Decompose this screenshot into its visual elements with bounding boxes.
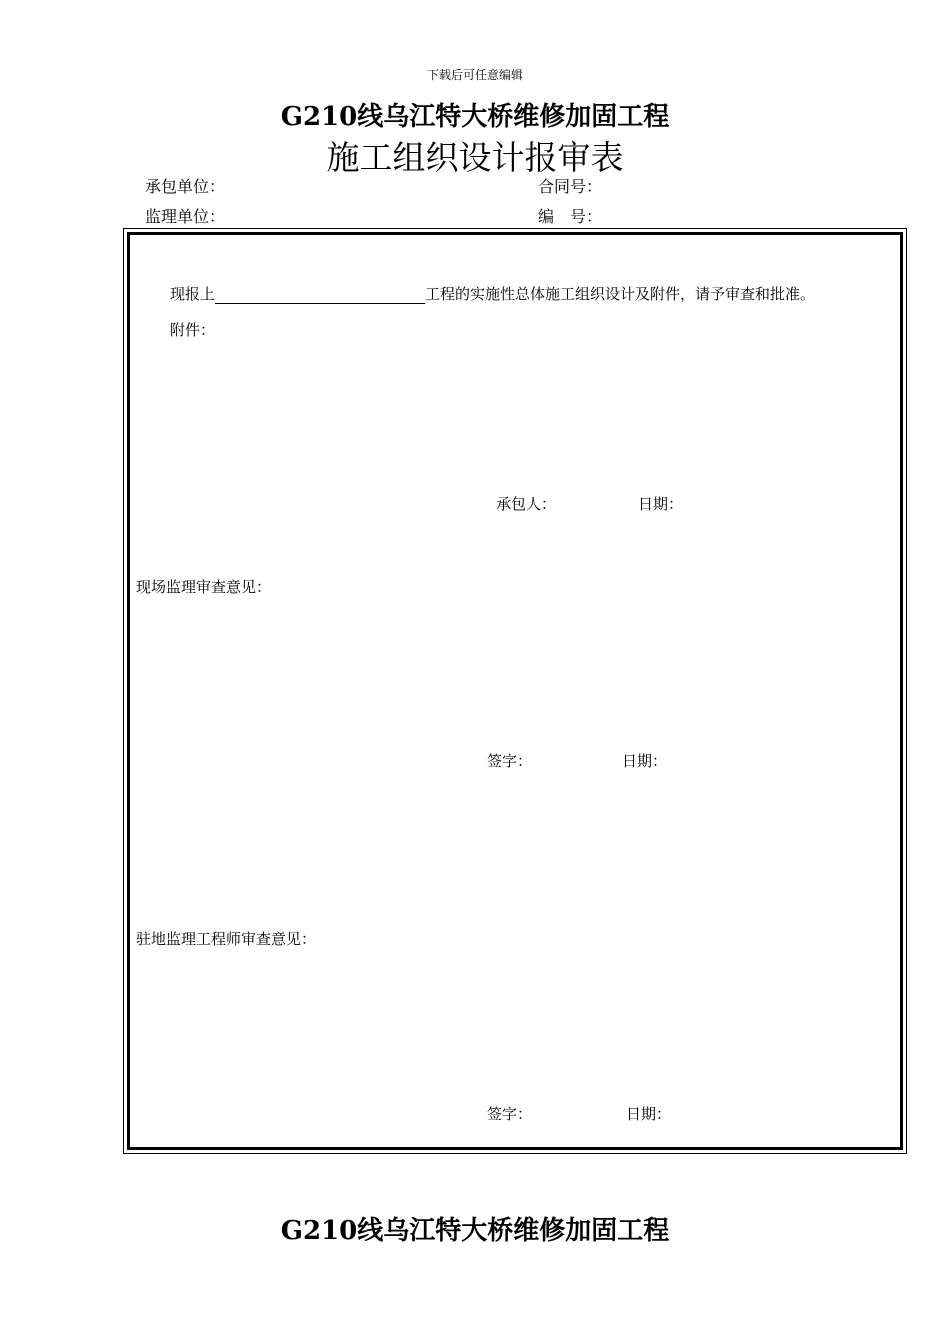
site-supervision-date-label: 日期： (622, 752, 668, 770)
contractor-unit-label: 承包单位： (145, 177, 226, 196)
form-title: 施工组织设计报审表 (326, 138, 624, 177)
supervisor-unit-label: 监理单位： (145, 207, 226, 226)
contract-no-label: 合同号： (538, 177, 603, 196)
form-frame-inner (127, 232, 903, 1150)
site-supervision-signature-label: 签字： (487, 752, 533, 770)
header-note: 下载后可任意编辑 (426, 68, 523, 82)
resident-engineer-opinion-title: 驻地监理工程师审查意见： (136, 930, 317, 948)
attachment-label: 附件： (170, 321, 216, 339)
project-name-blank[interactable] (215, 288, 425, 304)
resident-engineer-signature-label: 签字： (487, 1105, 533, 1123)
submission-statement (170, 283, 815, 304)
project-title: G210线乌江特大桥维修加固工程 (280, 102, 670, 132)
next-page-project-title: G210线乌江特大桥维修加固工程 (280, 1216, 670, 1246)
submission-prefix: 现报上 (170, 285, 216, 303)
submission-suffix: 工程的实施性总体施工组织设计及附件，请予审查和批准。 (425, 285, 816, 303)
site-supervision-opinion-title: 现场监理审查意见： (136, 578, 272, 596)
resident-engineer-date-label: 日期： (626, 1105, 672, 1123)
serial-no-label: 编 号： (538, 207, 603, 226)
contractor-date-label: 日期： (638, 495, 684, 513)
contractor-signature-label: 承包人： (496, 495, 557, 513)
